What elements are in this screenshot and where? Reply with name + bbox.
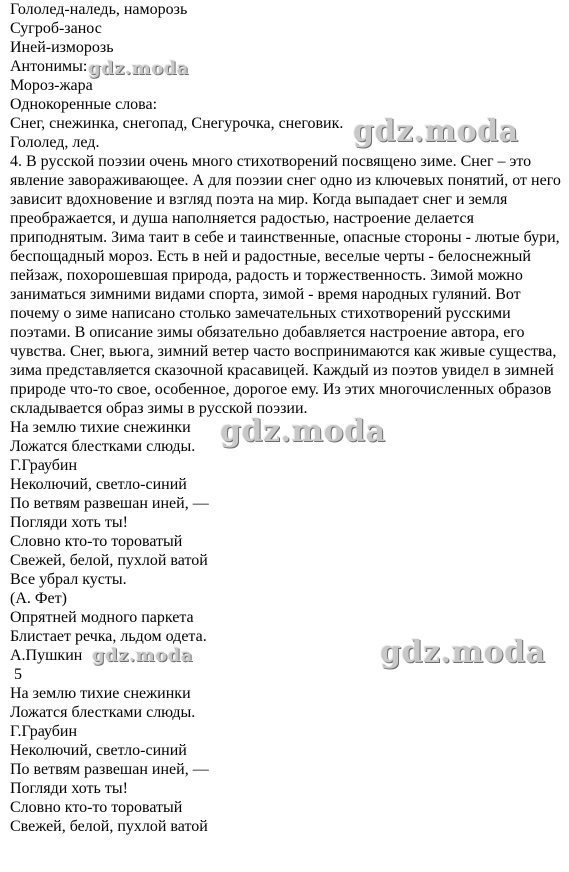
poem-line: По ветвям развешан иней, — [10,761,209,778]
poem-author: Г.Граубин [10,723,78,740]
poem-line: На землю тихие снежинки [10,419,191,436]
poem-author: Г.Граубин [10,457,78,474]
text-line: Иней-изморозь [10,39,114,56]
watermark-logo: gdz.moda [92,645,193,666]
watermark-logo: gdz.moda [88,58,189,79]
text-line: Мороз-жара [10,77,93,94]
poem-author: (А. Фет) [10,590,67,607]
watermark-logo: gdz.moda [353,114,519,149]
poem-line: По ветвям развешан иней, — [10,495,209,512]
poem-line: Все убрал кусты. [10,571,127,588]
poem-line: Неколючий, светло-синий [10,476,187,493]
text-line: Гололед, лед. [10,134,100,151]
watermark-logo: gdz.moda [220,414,386,449]
poem-line: Ложатся блестками слюды. [10,438,196,455]
poem-line: Блистает речка, льдом одета. [10,628,207,645]
text-line: Антонимы: [10,58,88,75]
text-line: Сугроб-занос [10,20,102,37]
poem-line: Свежей, белой, пухлой ватой [10,818,208,835]
section-number: 5 [14,666,22,683]
text-line: Гололед-наледь, наморозь [10,1,188,18]
essay-paragraph: 4. В русской поэзии очень много стихотворений посвящено зиме. Снег – это явление завораживающее. А для поэзии снег одно из ключевых понятий, от него зависит вдохновение и взгляд поэта на мир. Когда выпадает снег и земля преображается, и душа наполняется радостью, настроение делается приподнятым. Зима таит в себе и таинственные, опасные стороны - лютые бури, беспощадный мороз. Есть в ней и радостные, веселые черты - белоснежный пейзаж, похорошевшая природа, радость и торжественность. Зимой можно заниматься зимними видами спорта, зимой - время народных гуляний. Вот почему о зиме написано столько замечательных стихотворений русскими поэтами. В описание зимы обязательно добавляется настроение автора, его чувства. Снег, вьюга, зимний ветер часто воспринимаются как живые существа, зима представляется сказочной красавицей. Каждый из поэтов увидел в зимней природе что-то свое, особенное, дорогое ему. Из этих многочисленных образов складывается образ зимы в русской поэзии. [10,153,561,417]
poem-line: Свежей, белой, пухлой ватой [10,552,208,569]
poem-line: На землю тихие снежинки [10,685,191,702]
poem-line: Погляди хоть ты! [10,780,128,797]
text-line: Однокоренные слова: [10,96,158,113]
poem-line: Ложатся блестками слюды. [10,704,196,721]
poem-line: Погляди хоть ты! [10,514,128,531]
poem-author: А.Пушкин [10,647,83,664]
poem-line: Неколючий, светло-синий [10,742,187,759]
poem-line: Словно кто-то тороватый [10,799,183,816]
text-line: Снег, снежинка, снегопад, Снегурочка, снеговик. [10,115,344,132]
document-body [10,0,562,836]
poem-line: Опрятней модного паркета [10,609,194,626]
poem-line: Словно кто-то тороватый [10,533,183,550]
watermark-logo: gdz.moda [380,635,546,670]
